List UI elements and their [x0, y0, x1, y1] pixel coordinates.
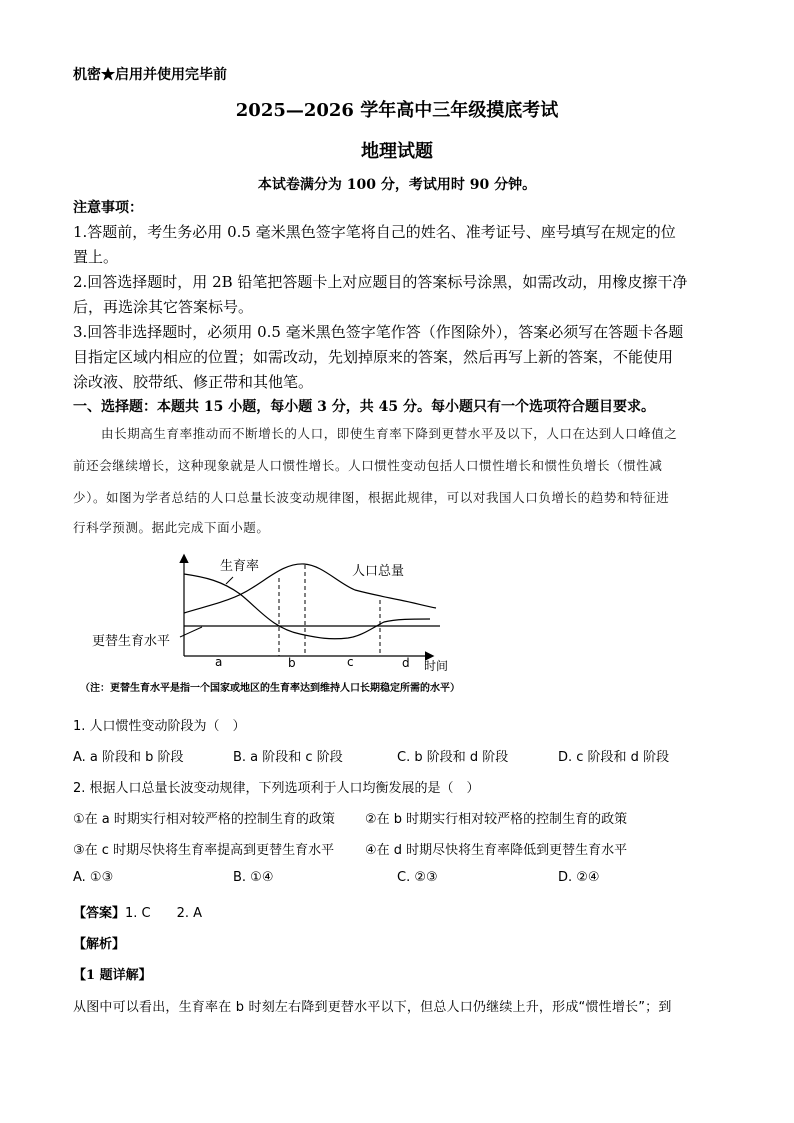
- stage-label-c: c: [347, 655, 354, 669]
- notice-item-3-line-2: 目指定区域内相应的位置；如需改动，先划掉原来的答案，然后再写上新的答案，不能使用: [73, 348, 674, 366]
- question-1-option-b: B. a 阶段和 c 阶段: [233, 750, 343, 765]
- question-2-statement-1: ①在 a 时期实行相对较严格的控制生育的政策: [73, 812, 335, 827]
- exam-info: 本试卷满分为 100 分，考试用时 90 分钟。: [257, 177, 537, 193]
- exam-title: 2025—2026 学年高中三年级摸底考试: [235, 100, 559, 121]
- replacement-label-pointer: [180, 627, 202, 637]
- notice-heading: 注意事项：: [73, 200, 143, 216]
- replacement-level-label: 更替生育水平: [92, 634, 171, 649]
- birth-rate-curve: [184, 574, 430, 639]
- subject-title: 地理试题: [361, 141, 433, 162]
- question-1-option-c: C. b 阶段和 d 阶段: [397, 750, 509, 765]
- question-2-statement-2: ②在 b 时期实行相对较严格的控制生育的政策: [365, 812, 628, 827]
- answer-text: 1. C 2. A: [125, 906, 203, 921]
- question-2-statement-4: ④在 d 时期尽快将生育率降低到更替生育水平: [365, 843, 628, 858]
- stage-label-b: b: [288, 656, 296, 670]
- notice-item-1-line-2: 置上。: [73, 248, 119, 266]
- notice-item-1-line-1: 1.答题前，考生务必用 0.5 毫米黑色签字笔将自己的姓名、准考证号、座号填写在规定的位: [73, 223, 676, 241]
- answer-tag: 【答案】: [73, 906, 126, 921]
- passage-line-4: 行科学预测。据此完成下面小题。: [73, 520, 270, 535]
- stage-label-a: a: [215, 655, 223, 669]
- detail-tag: 【1 题详解】: [73, 968, 152, 983]
- chart-note: （注：更替生育水平是指一个国家或地区的生育率达到维持人口长期稳定所需的水平）: [80, 683, 460, 694]
- passage-line-3: 少）。如图为学者总结的人口总量长波变动规律图，根据此规律，可以对我国人口负增长的趋势和特征进: [73, 490, 670, 505]
- question-1-option-a: A. a 阶段和 b 阶段: [73, 750, 184, 765]
- question-2-option-c: C. ②③: [397, 870, 438, 885]
- question-1-option-d: D. c 阶段和 d 阶段: [558, 750, 670, 765]
- notice-item-3-line-1: 3.回答非选择题时，必须用 0.5 毫米黑色签字笔作答（作图除外），答案必须写在答题卡各题: [73, 323, 684, 341]
- detail-line-1: 从图中可以看出，生育率在 b 时刻左右降到更替水平以下，但总人口仍继续上升，形成“惯性增长”；到: [73, 1000, 672, 1015]
- passage-line-1: 由长期高生育率推动而不断增长的人口，即使生育率下降到更替水平及以下，人口在达到人口峰值之: [101, 426, 678, 441]
- confidential-label: 机密★启用并使用完毕前: [73, 67, 227, 83]
- analysis-tag: 【解析】: [73, 937, 126, 952]
- x-axis-label: 时间: [424, 659, 449, 673]
- stage-label-d: d: [402, 656, 410, 670]
- birth-rate-label-pointer: [226, 577, 233, 584]
- notice-item-2-line-1: 2.回答选择题时，用 2B 铅笔把答题卡上对应题目的答案标号涂黑，如需改动，用橡皮擦干净: [73, 273, 688, 291]
- question-2-stem: 2. 根据人口总量长波变动规律，下列选项利于人口均衡发展的是（ ）: [73, 781, 480, 796]
- notice-item-2-line-2: 后，再选涂其它答案标号。: [73, 298, 254, 316]
- population-label: 人口总量: [352, 564, 405, 579]
- notice-item-3-line-3: 涂改液、胶带纸、修正带和其他笔。: [73, 373, 314, 391]
- question-2-statement-3: ③在 c 时期尽快将生育率提高到更替生育水平: [73, 843, 335, 858]
- question-2-option-d: D. ②④: [558, 870, 600, 885]
- question-1-stem: 1. 人口惯性变动阶段为（ ）: [73, 719, 246, 734]
- birth-rate-label: 生育率: [220, 559, 260, 574]
- section-1-heading: 一、选择题：本题共 15 小题，每小题 3 分，共 45 分。每小题只有一个选项符合题目要求。: [73, 399, 655, 415]
- question-2-option-b: B. ①④: [233, 870, 274, 885]
- passage-line-2: 前还会继续增长，这种现象就是人口惯性增长。人口惯性变动包括人口惯性增长和惯性负增长（惯性减: [73, 458, 663, 473]
- answer-line: [73, 902, 202, 921]
- question-2-option-a: A. ①③: [73, 870, 114, 885]
